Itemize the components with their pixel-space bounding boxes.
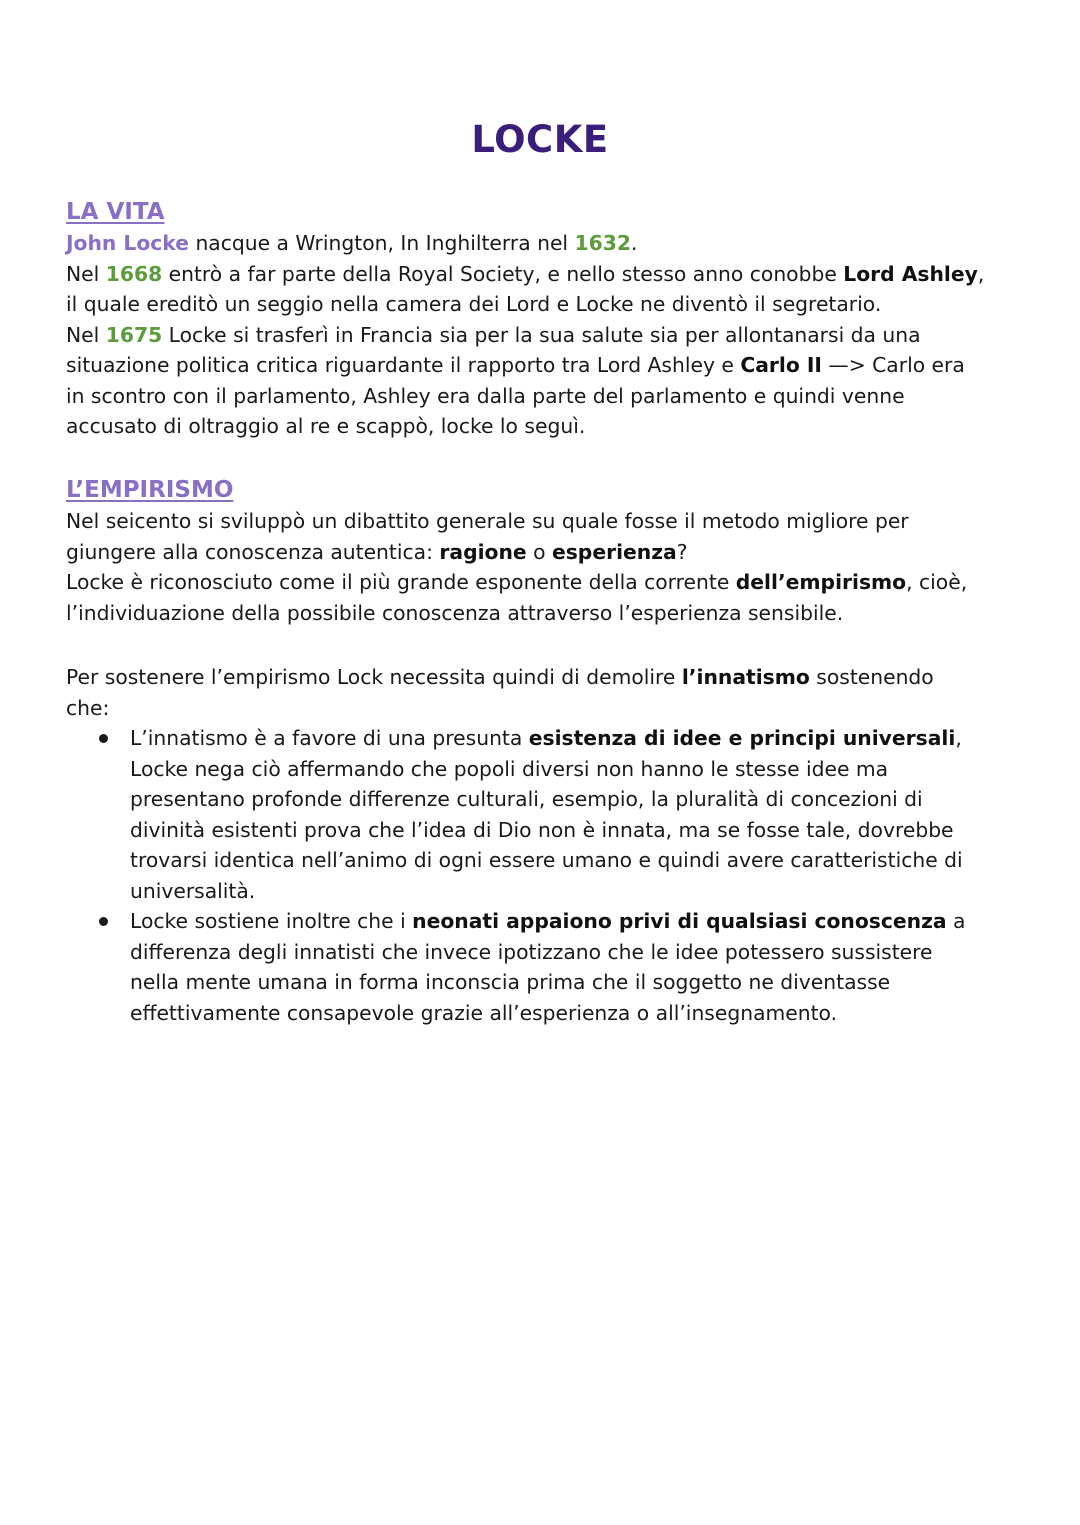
highlight-name: John Locke: [66, 231, 189, 255]
text-span: —> Carlo era: [821, 353, 965, 377]
page-title: LOCKE: [471, 118, 609, 161]
paragraph-line: che:: [66, 695, 110, 720]
text-span: Locke si trasferì in Francia sia per la sua salute sia per allontanarsi da una: [162, 322, 921, 347]
text-span: o: [526, 539, 552, 564]
paragraph-line: Locke nega ciò affermando che popoli diversi non hanno le stesse idee ma: [130, 756, 889, 781]
section-la-vita: [66, 196, 1026, 442]
paragraph-line: effettivamente consapevole grazie all’esperienza o all’insegnamento.: [130, 1000, 838, 1025]
text-span: .: [630, 231, 638, 255]
bold-term: esistenza di idee e principi universali: [528, 726, 956, 750]
section-innatismo: [66, 662, 1026, 1028]
bold-term: neonati appaiono privi di qualsiasi conoscenza: [412, 909, 947, 933]
text-span: L’innatismo è a favore di una presunta: [130, 726, 529, 750]
bullet-icon: [99, 917, 108, 926]
paragraph-line: l’individuazione della possibile conoscenza attraverso l’esperienza sensibile.: [66, 600, 844, 625]
text-span: Nel: [66, 261, 106, 286]
paragraph-line: [66, 259, 1026, 290]
text-span: Locke sostiene inoltre che i: [130, 909, 413, 933]
text-span: ,: [955, 726, 962, 750]
paragraph-line: in scontro con il parlamento, Ashley era dalla parte del parlamento e quindi venne: [66, 383, 905, 408]
paragraph-line: presentano profonde differenze culturali, esempio, la pluralità di concezioni di: [130, 787, 923, 811]
text-span: Locke è riconosciuto come il più grande esponente della corrente: [66, 570, 736, 594]
text-span: Nel: [66, 322, 106, 347]
text-span: giungere alla conoscenza autentica:: [66, 539, 440, 564]
highlight-year: 1675: [105, 322, 163, 347]
bold-term: esperienza: [551, 539, 677, 564]
list-item: [66, 723, 1026, 906]
bold-term: Carlo II: [740, 353, 822, 377]
text-span: ,: [977, 261, 985, 286]
paragraph-line: [66, 662, 1026, 693]
paragraph-line: universalità.: [130, 878, 256, 903]
text-span: situazione politica critica riguardante il rapporto tra Lord Ashley e: [66, 353, 741, 377]
text-span: a: [946, 909, 966, 933]
paragraph-line: [66, 567, 1026, 598]
bold-term: Lord Ashley: [843, 261, 978, 286]
text-span: entrò a far parte della Royal Society, e nello stesso anno conobbe: [162, 261, 844, 286]
paragraph-line: [66, 350, 1026, 381]
section-heading-la-vita: LA VITA: [66, 199, 165, 225]
paragraph-line: [130, 906, 1026, 937]
bullet-icon: [99, 734, 108, 743]
paragraph-line: [66, 320, 1026, 351]
highlight-year: 1632: [574, 231, 631, 255]
highlight-year: 1668: [105, 261, 163, 286]
paragraph-line: trovarsi identica nell’animo di ogni essere umano e quindi avere caratteristiche di: [130, 848, 963, 872]
text-span: sostenendo: [809, 665, 934, 689]
paragraph-line: nella mente umana in forma inconscia prima che il soggetto ne diventasse: [130, 970, 891, 994]
text-span: ?: [676, 539, 688, 564]
paragraph-line: divinità esistenti prova che l’idea di Dio non è innata, ma se fosse tale, dovrebbe: [130, 817, 954, 842]
bold-term: l’innatismo: [681, 665, 810, 689]
paragraph-line: accusato di oltraggio al re e scappò, locke lo seguì.: [66, 414, 586, 438]
bullet-list: [66, 723, 1026, 1028]
paragraph-line: differenza degli innatisti che invece ipotizzano che le idee potessero sussistere: [130, 939, 933, 964]
list-item: [66, 906, 1026, 1028]
bold-term: ragione: [439, 539, 527, 564]
paragraph-line: il quale ereditò un seggio nella camera dei Lord e Locke ne diventò il segretario.: [66, 292, 882, 316]
paragraph-line: Nel seicento si sviluppò un dibattito generale su quale fosse il metodo migliore per: [66, 509, 909, 533]
section-empirismo: [66, 474, 1026, 628]
paragraph-line: [66, 537, 1026, 568]
paragraph-line: [66, 228, 1026, 259]
bold-term: dell’empirismo: [735, 570, 907, 594]
paragraph-line: [130, 723, 1026, 754]
text-span: , cioè,: [906, 570, 968, 594]
section-heading-empirismo: L’EMPIRISMO: [66, 477, 234, 503]
text-span: nacque a Wrington, In Inghilterra nel: [189, 231, 575, 255]
text-span: Per sostenere l’empirismo Lock necessita quindi di demolire: [66, 665, 682, 689]
